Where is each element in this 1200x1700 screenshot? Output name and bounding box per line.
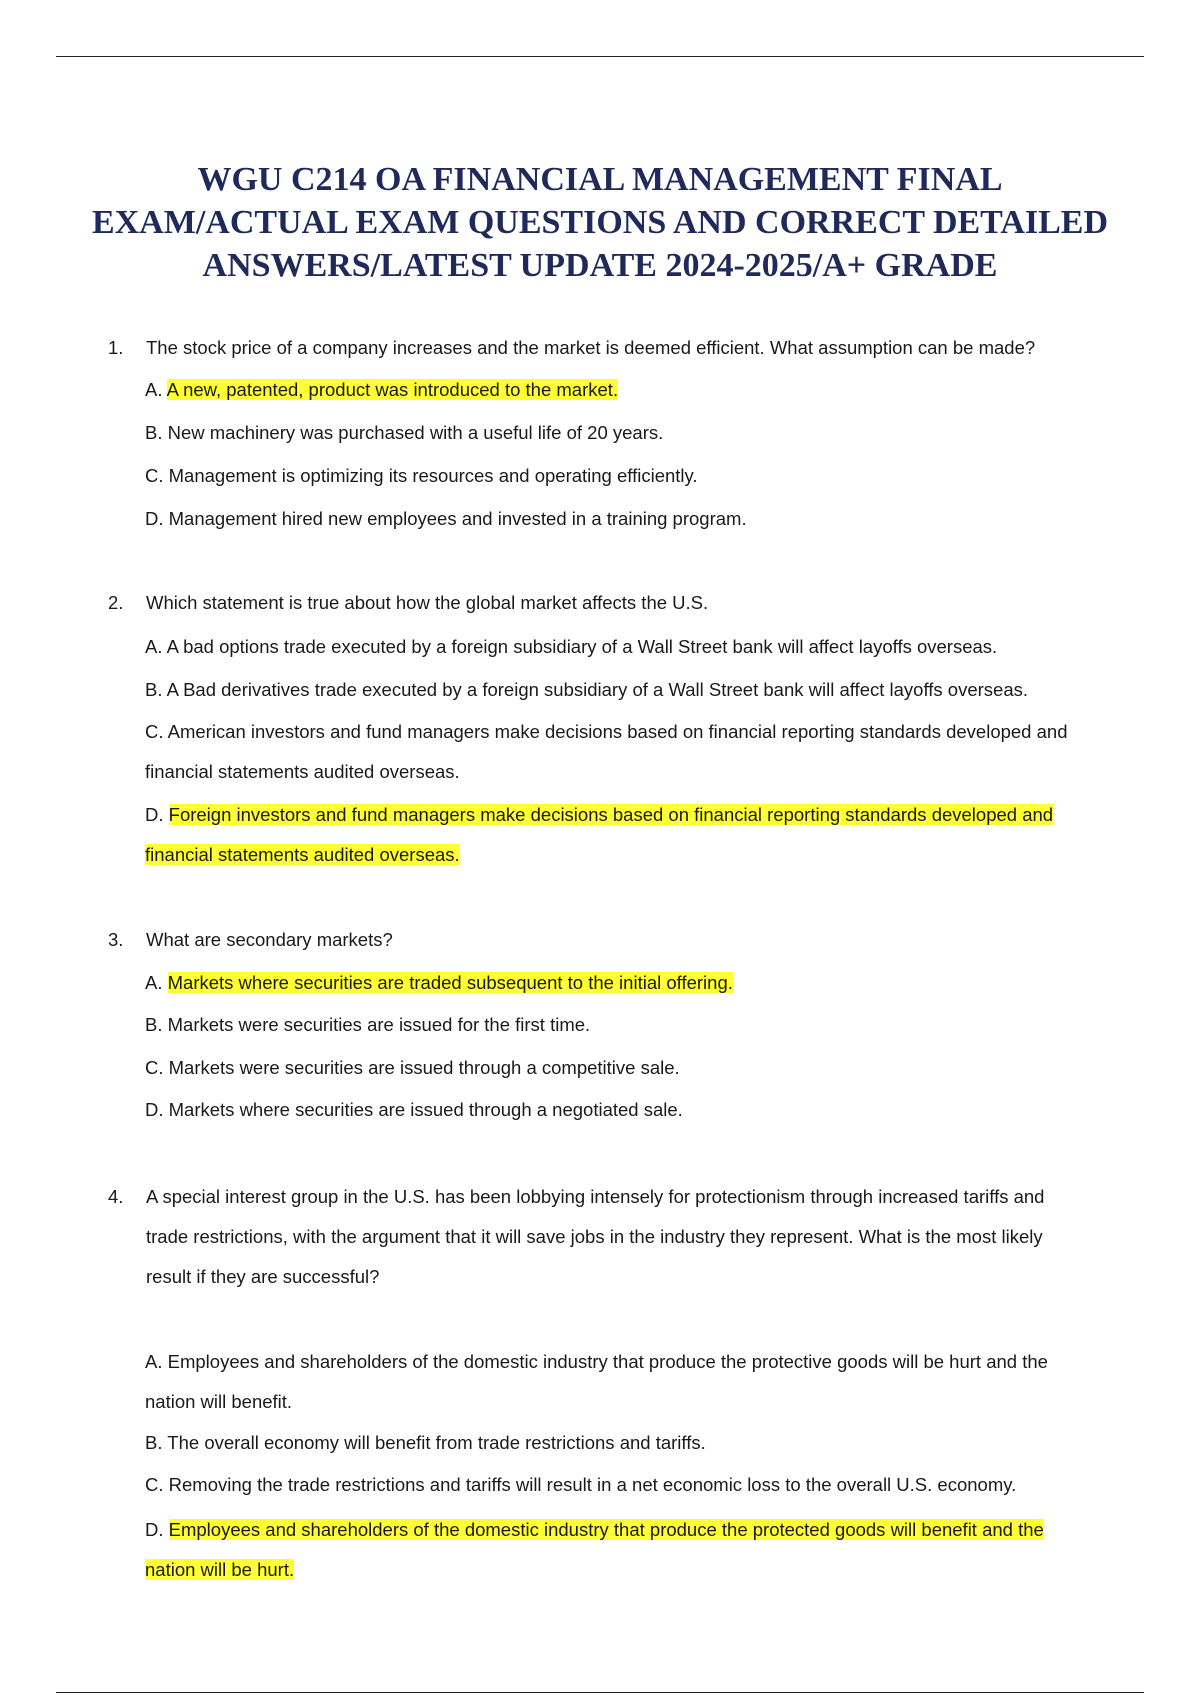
- option-text-correct-line-2: nation will be hurt.: [145, 1559, 295, 1580]
- question-4-text-line-1: A special interest group in the U.S. has been lobbying intensely for protectionism through increased tariffs and: [146, 1186, 1045, 1207]
- question-2-stem: [108, 583, 1148, 623]
- option-text-correct: Markets where securities are traded subsequent to the initial offering.: [167, 972, 733, 993]
- question-4-option-b: [145, 1423, 1145, 1463]
- option-text-correct-line-2: financial statements audited overseas.: [145, 844, 460, 865]
- option-letter: D.: [145, 508, 164, 529]
- option-text-correct-line-1: Foreign investors and fund managers make decisions based on financial reporting standards developed and: [168, 804, 1054, 825]
- question-4-number: 4.: [108, 1186, 124, 1207]
- question-2-option-a: [145, 627, 1145, 667]
- question-3-option-a: [145, 963, 1145, 1003]
- option-text: Markets were securities are issued through a competitive sale.: [168, 1057, 680, 1078]
- option-text: Management is optimizing its resources and operating efficiently.: [168, 465, 698, 486]
- option-text: New machinery was purchased with a useful life of 20 years.: [167, 422, 664, 443]
- question-2-number: 2.: [108, 592, 124, 613]
- question-1-stem: [108, 328, 1148, 368]
- option-letter: C.: [145, 1474, 164, 1495]
- option-letter: B.: [145, 679, 163, 700]
- question-4-option-a: [145, 1342, 1145, 1422]
- option-letter: A.: [145, 636, 163, 657]
- question-3-text: What are secondary markets?: [146, 929, 393, 950]
- question-4-option-d: [145, 1510, 1145, 1590]
- question-2-option-d: [145, 795, 1145, 875]
- question-1-option-d: [145, 499, 1145, 539]
- question-3-number: 3.: [108, 929, 124, 950]
- option-letter: C.: [145, 1057, 164, 1078]
- option-text-line-2: financial statements audited overseas.: [145, 761, 460, 782]
- option-letter: D.: [145, 1099, 164, 1120]
- option-text: Markets were securities are issued for the first time.: [167, 1014, 591, 1035]
- question-4-text-line-2: trade restrictions, with the argument that it will save jobs in the industry they represent. What is the most likely: [146, 1226, 1043, 1247]
- question-3-option-c: [145, 1048, 1145, 1088]
- question-4-text-line-3: result if they are successful?: [146, 1266, 380, 1287]
- question-3-stem: [108, 920, 1148, 960]
- option-letter: A.: [145, 379, 163, 400]
- question-4-stem: [108, 1177, 1148, 1297]
- option-text-line-1: Employees and shareholders of the domestic industry that produce the protective goods will be hurt and the: [167, 1351, 1048, 1372]
- question-2-option-c: [145, 712, 1145, 792]
- question-1-option-c: [145, 456, 1145, 496]
- question-1-option-a: [145, 370, 1145, 410]
- question-1-option-b: [145, 413, 1145, 453]
- option-text-correct: A new, patented, product was introduced to the market.: [166, 379, 619, 400]
- question-3-option-d: [145, 1090, 1145, 1130]
- question-1-number: 1.: [108, 337, 124, 358]
- question-4-text: [146, 1177, 1148, 1297]
- question-2-option-b: [145, 670, 1145, 710]
- option-text: Management hired new employees and invested in a training program.: [168, 508, 747, 529]
- option-text: A Bad derivatives trade executed by a foreign subsidiary of a Wall Street bank will affect layoffs overseas.: [166, 679, 1028, 700]
- bottom-rule: [56, 1692, 1144, 1693]
- option-letter: C.: [145, 465, 164, 486]
- question-4-option-c: [145, 1465, 1145, 1505]
- option-text-line-1: American investors and fund managers make decisions based on financial reporting standards developed and: [167, 721, 1068, 742]
- option-letter: B.: [145, 1014, 163, 1035]
- option-text: A bad options trade executed by a foreign subsidiary of a Wall Street bank will affect layoffs overseas.: [166, 636, 998, 657]
- option-text-correct-line-1: Employees and shareholders of the domestic industry that produce the protected goods will benefit and the: [168, 1519, 1044, 1540]
- question-3-option-b: [145, 1005, 1145, 1045]
- title-line-1: WGU C214 OA FINANCIAL MANAGEMENT FINAL: [197, 161, 1003, 198]
- option-letter: C.: [145, 721, 164, 742]
- option-text: The overall economy will benefit from trade restrictions and tariffs.: [167, 1432, 706, 1453]
- title-line-3: ANSWERS/LATEST UPDATE 2024-2025/A+ GRADE: [202, 247, 998, 284]
- option-letter: B.: [145, 422, 163, 443]
- option-letter: A.: [145, 972, 163, 993]
- option-letter: A.: [145, 1351, 163, 1372]
- question-1-text: The stock price of a company increases and the market is deemed efficient. What assumption can be made?: [146, 337, 1036, 358]
- option-letter: D.: [145, 1519, 164, 1540]
- question-2-text: Which statement is true about how the global market affects the U.S.: [146, 592, 709, 613]
- option-text: Removing the trade restrictions and tariffs will result in a net economic loss to the overall U.S. economy.: [168, 1474, 1017, 1495]
- option-letter: B.: [145, 1432, 163, 1453]
- option-letter: D.: [145, 804, 164, 825]
- option-text: Markets where securities are issued through a negotiated sale.: [168, 1099, 683, 1120]
- option-text-line-2: nation will benefit.: [145, 1391, 293, 1412]
- title-line-2: EXAM/ACTUAL EXAM QUESTIONS AND CORRECT DETAILED: [91, 204, 1109, 241]
